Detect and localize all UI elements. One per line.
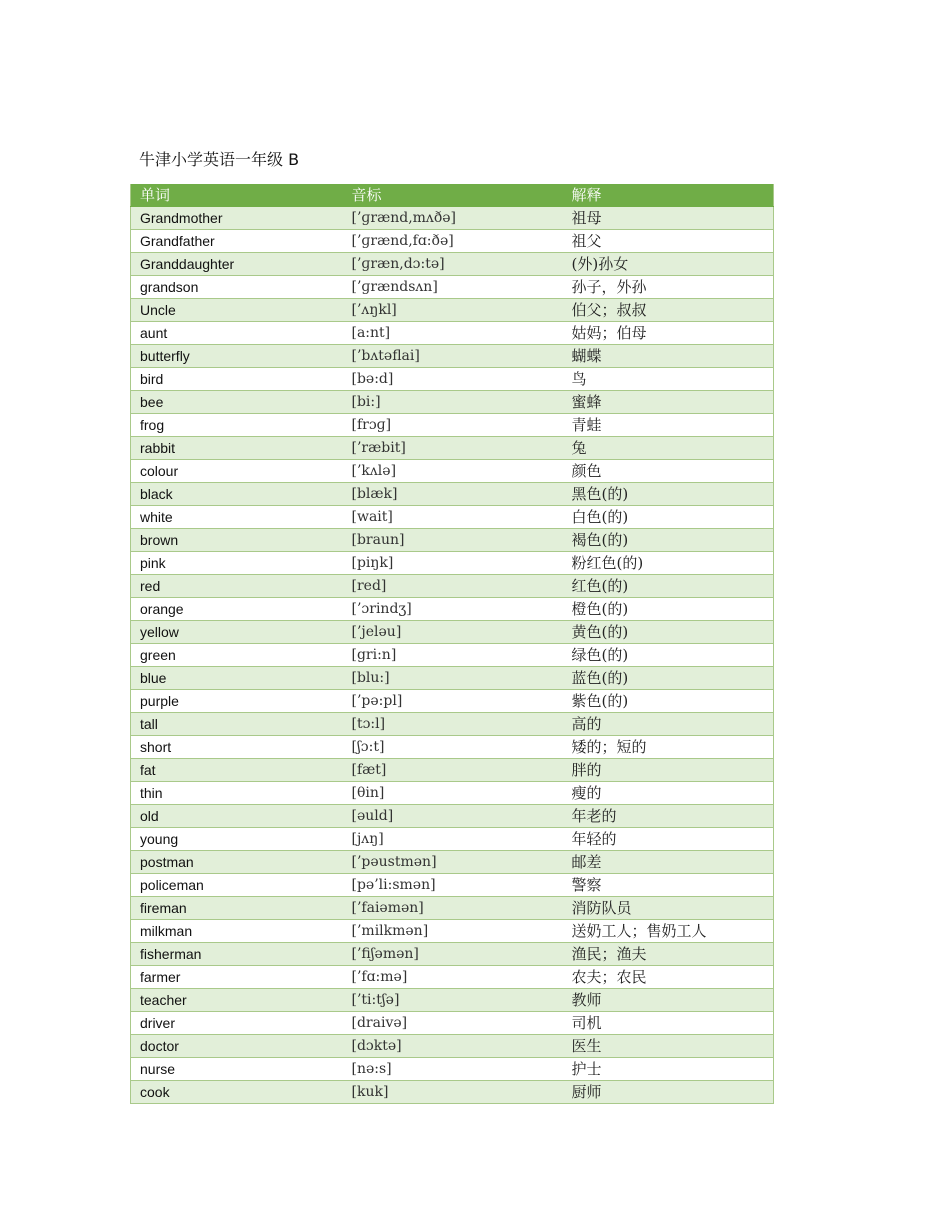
table-row [131, 667, 774, 690]
word-cell: colour [131, 460, 352, 483]
table-row [131, 920, 774, 943]
header-word: 单词 [131, 184, 352, 207]
table-row [131, 828, 774, 851]
table-row [131, 736, 774, 759]
meaning-cell: 橙色(的) [572, 598, 774, 621]
meaning-cell: 粉红色(的) [572, 552, 774, 575]
word-cell: farmer [131, 966, 352, 989]
word-cell: butterfly [131, 345, 352, 368]
document-title: 牛津小学英语一年级 B [139, 150, 300, 169]
word-cell: Granddaughter [131, 253, 352, 276]
table-row [131, 391, 774, 414]
meaning-cell: 蝴蝶 [572, 345, 774, 368]
phonetic-cell: [’jeləu] [352, 621, 572, 644]
word-cell: cook [131, 1081, 352, 1104]
word-cell: driver [131, 1012, 352, 1035]
word-cell: purple [131, 690, 352, 713]
word-cell: old [131, 805, 352, 828]
table-row [131, 943, 774, 966]
table-row [131, 851, 774, 874]
meaning-cell: 颜色 [572, 460, 774, 483]
phonetic-cell: [’ræbit] [352, 437, 572, 460]
table-row [131, 598, 774, 621]
phonetic-cell: [piŋk] [352, 552, 572, 575]
table-row [131, 506, 774, 529]
table-row [131, 276, 774, 299]
meaning-cell: 蜜蜂 [572, 391, 774, 414]
table-row [131, 483, 774, 506]
word-cell: blue [131, 667, 352, 690]
meaning-cell: 农夫；农民 [572, 966, 774, 989]
meaning-cell: 厨师 [572, 1081, 774, 1104]
meaning-cell: 邮差 [572, 851, 774, 874]
table-row [131, 529, 774, 552]
table-row [131, 782, 774, 805]
meaning-cell: 送奶工人；售奶工人 [572, 920, 774, 943]
phonetic-cell: [ʃɔ:t] [352, 736, 572, 759]
meaning-cell: 孙子，外孙 [572, 276, 774, 299]
meaning-cell: 祖母 [572, 207, 774, 230]
table-row [131, 460, 774, 483]
meaning-cell: 鸟 [572, 368, 774, 391]
table-row [131, 759, 774, 782]
table-row [131, 966, 774, 989]
phonetic-cell: [’milkmən] [352, 920, 572, 943]
phonetic-cell: [red] [352, 575, 572, 598]
word-cell: black [131, 483, 352, 506]
meaning-cell: 祖父 [572, 230, 774, 253]
phonetic-cell: [fæt] [352, 759, 572, 782]
phonetic-cell: [’ɡrændsʌn] [352, 276, 572, 299]
header-phonetic: 音标 [352, 184, 572, 207]
meaning-cell: 青蛙 [572, 414, 774, 437]
phonetic-cell: [’ɔrindʒ] [352, 598, 572, 621]
phonetic-cell: [braun] [352, 529, 572, 552]
table-row [131, 253, 774, 276]
phonetic-cell: [nə:s] [352, 1058, 572, 1081]
word-cell: young [131, 828, 352, 851]
meaning-cell: 高的 [572, 713, 774, 736]
meaning-cell: 紫色(的) [572, 690, 774, 713]
phonetic-cell: [’ɡrænd,mʌðə] [352, 207, 572, 230]
phonetic-cell: [gri:n] [352, 644, 572, 667]
meaning-cell: 蓝色(的) [572, 667, 774, 690]
phonetic-cell: [frɔɡ] [352, 414, 572, 437]
table-row [131, 437, 774, 460]
table-row [131, 1035, 774, 1058]
phonetic-cell: [wait] [352, 506, 572, 529]
meaning-cell: 年轻的 [572, 828, 774, 851]
meaning-cell: 护士 [572, 1058, 774, 1081]
meaning-cell: 姑妈；伯母 [572, 322, 774, 345]
meaning-cell: 医生 [572, 1035, 774, 1058]
word-cell: bird [131, 368, 352, 391]
phonetic-cell: [tɔ:l] [352, 713, 572, 736]
table-row [131, 368, 774, 391]
table-row [131, 805, 774, 828]
phonetic-cell: [blu:] [352, 667, 572, 690]
word-cell: nurse [131, 1058, 352, 1081]
meaning-cell: 司机 [572, 1012, 774, 1035]
meaning-cell: 渔民；渔夫 [572, 943, 774, 966]
table-row [131, 1058, 774, 1081]
word-cell: Grandfather [131, 230, 352, 253]
meaning-cell: 年老的 [572, 805, 774, 828]
word-cell: short [131, 736, 352, 759]
phonetic-cell: [θin] [352, 782, 572, 805]
phonetic-cell: [bi:] [352, 391, 572, 414]
table-row [131, 299, 774, 322]
word-cell: aunt [131, 322, 352, 345]
meaning-cell: 矮的；短的 [572, 736, 774, 759]
phonetic-cell: [jʌŋ] [352, 828, 572, 851]
word-cell: red [131, 575, 352, 598]
phonetic-cell: [a:nt] [352, 322, 572, 345]
word-cell: thin [131, 782, 352, 805]
word-cell: Grandmother [131, 207, 352, 230]
table-row [131, 552, 774, 575]
vocabulary-table [130, 184, 774, 1104]
word-cell: bee [131, 391, 352, 414]
word-cell: yellow [131, 621, 352, 644]
phonetic-cell: [’ti:tʃə] [352, 989, 572, 1012]
phonetic-cell: [əuld] [352, 805, 572, 828]
word-cell: white [131, 506, 352, 529]
word-cell: pink [131, 552, 352, 575]
phonetic-cell: [’faiəmən] [352, 897, 572, 920]
phonetic-cell: [’fiʃəmən] [352, 943, 572, 966]
table-header-row [131, 184, 774, 207]
phonetic-cell: [’pəustmən] [352, 851, 572, 874]
table-row [131, 345, 774, 368]
meaning-cell: 胖的 [572, 759, 774, 782]
word-cell: green [131, 644, 352, 667]
phonetic-cell: [’ʌŋkl] [352, 299, 572, 322]
word-cell: orange [131, 598, 352, 621]
word-cell: Uncle [131, 299, 352, 322]
word-cell: doctor [131, 1035, 352, 1058]
word-cell: policeman [131, 874, 352, 897]
meaning-cell: 伯父；叔叔 [572, 299, 774, 322]
table-row [131, 690, 774, 713]
table-row [131, 207, 774, 230]
table-row [131, 989, 774, 1012]
word-cell: rabbit [131, 437, 352, 460]
meaning-cell: 警察 [572, 874, 774, 897]
table-row [131, 897, 774, 920]
table-row [131, 713, 774, 736]
table-row [131, 322, 774, 345]
word-cell: tall [131, 713, 352, 736]
phonetic-cell: [kuk] [352, 1081, 572, 1104]
phonetic-cell: [draivə] [352, 1012, 572, 1035]
meaning-cell: 红色(的) [572, 575, 774, 598]
table-row [131, 644, 774, 667]
phonetic-cell: [pə’li:smən] [352, 874, 572, 897]
meaning-cell: 教师 [572, 989, 774, 1012]
phonetic-cell: [dɔktə] [352, 1035, 572, 1058]
phonetic-cell: [’pə:pl] [352, 690, 572, 713]
meaning-cell: 黄色(的) [572, 621, 774, 644]
meaning-cell: 褐色(的) [572, 529, 774, 552]
phonetic-cell: [bə:d] [352, 368, 572, 391]
meaning-cell: 黑色(的) [572, 483, 774, 506]
phonetic-cell: [’ɡrænd,fɑ:ðə] [352, 230, 572, 253]
word-cell: frog [131, 414, 352, 437]
table-row [131, 874, 774, 897]
meaning-cell: 白色(的) [572, 506, 774, 529]
word-cell: fisherman [131, 943, 352, 966]
table-row [131, 575, 774, 598]
word-cell: postman [131, 851, 352, 874]
word-cell: fat [131, 759, 352, 782]
word-cell: milkman [131, 920, 352, 943]
phonetic-cell: [’fɑ:mə] [352, 966, 572, 989]
phonetic-cell: [blæk] [352, 483, 572, 506]
table-body [131, 207, 774, 1104]
table-row [131, 1081, 774, 1104]
meaning-cell: 消防队员 [572, 897, 774, 920]
word-cell: fireman [131, 897, 352, 920]
meaning-cell: 瘦的 [572, 782, 774, 805]
meaning-cell: (外)孙女 [572, 253, 774, 276]
meaning-cell: 兔 [572, 437, 774, 460]
header-meaning: 解释 [572, 184, 774, 207]
table-row [131, 414, 774, 437]
word-cell: grandson [131, 276, 352, 299]
word-cell: brown [131, 529, 352, 552]
word-cell: teacher [131, 989, 352, 1012]
phonetic-cell: [’kʌlə] [352, 460, 572, 483]
meaning-cell: 绿色(的) [572, 644, 774, 667]
phonetic-cell: [’ɡræn,dɔ:tə] [352, 253, 572, 276]
table-row [131, 1012, 774, 1035]
phonetic-cell: [’bʌtəflai] [352, 345, 572, 368]
table-row [131, 230, 774, 253]
table-row [131, 621, 774, 644]
